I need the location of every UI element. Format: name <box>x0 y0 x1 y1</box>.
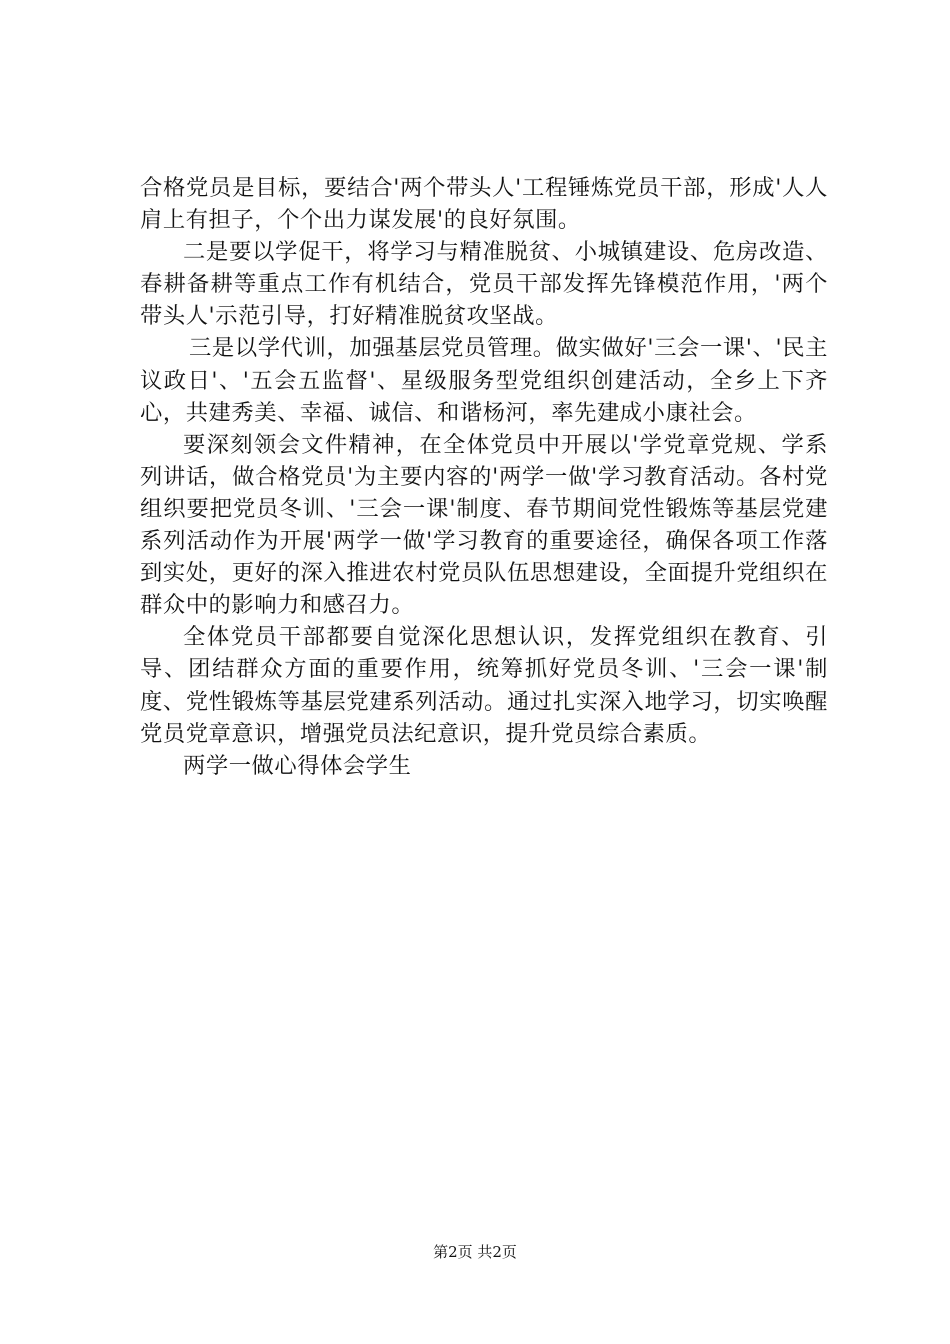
paragraph-next-title: 两学一做心得体会学生 <box>183 752 412 779</box>
paragraph-point-three: 三是以学代训，加强基层党员管理。做实做好'三会一课'、'民主议政日'、'五会五监督'、星级服务型党组织创建活动，全乡上下齐心，共建秀美、幸福、诚信、和谐杨河，率先建成小康社会。 <box>140 335 828 426</box>
page-number-footer: 第2页 共2页 <box>433 1243 517 1261</box>
paragraph-document-spirit: 要深刻领会文件精神，在全体党员中开展以'学党章党规、学系列讲话，做合格党员'为主要内容的'两学一做'学习教育活动。各村党组织要把党员冬训、'三会一课'制度、春节期间党性锻炼等基层党建系列活动作为开展'两学一做'学习教育的重要途径，确保各项工作落到实处，更好的深入推进农村党员队伍思想建设，全面提升党组织在群众中的影响力和感召力。 <box>140 431 828 619</box>
document-body <box>140 172 828 782</box>
paragraph-point-two: 二是要以学促干，将学习与精准脱贫、小城镇建设、危房改造、春耕备耕等重点工作有机结合，党员干部发挥先锋模范作用，'两个带头人'示范引导，打好精准脱贫攻坚战。 <box>140 239 828 330</box>
paragraph-continuation: 合格党员是目标，要结合'两个带头人'工程锤炼党员干部，形成'人人肩上有担子，个个出力谋发展'的良好氛围。 <box>140 175 828 234</box>
paragraph-all-members: 全体党员干部都要自觉深化思想认识，发挥党组织在教育、引导、团结群众方面的重要作用，统筹抓好党员冬训、'三会一课'制度、党性锻炼等基层党建系列活动。通过扎实深入地学习，切实唤醒党员党章意识，增强党员法纪意识，提升党员综合素质。 <box>140 624 828 747</box>
